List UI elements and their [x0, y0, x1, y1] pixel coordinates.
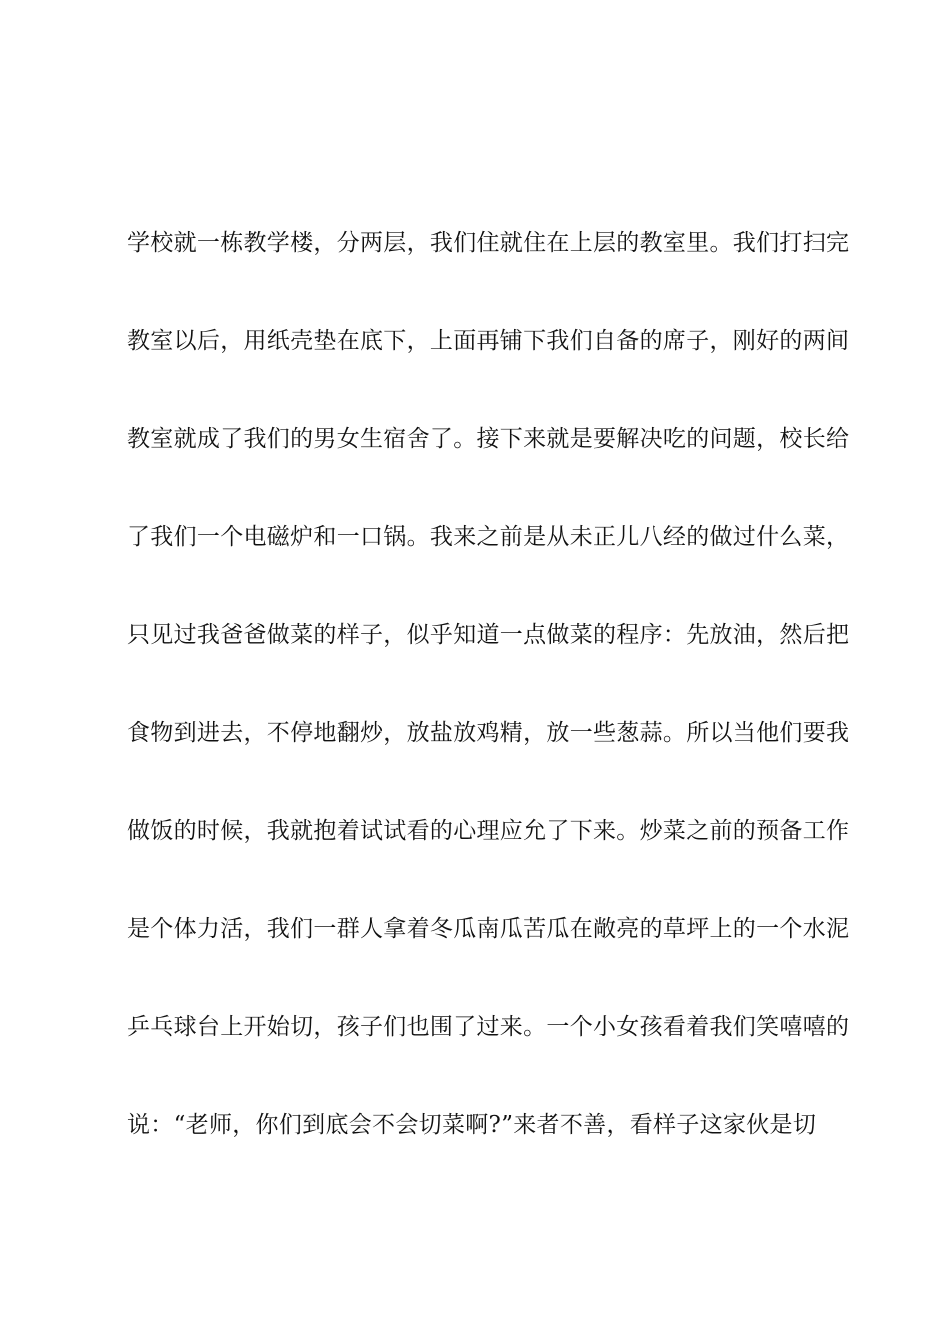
text-line-8: 是个体力活，我们一群人拿着冬瓜南瓜苦瓜在敞亮的草坪上的一个水泥	[127, 916, 850, 942]
text-line-3: 教室就成了我们的男女生宿舍了。接下来就是要解决吃的问题，校长给	[127, 426, 850, 452]
text-line-7: 做饭的时候，我就抱着试试看的心理应允了下来。炒菜之前的预备工作	[127, 818, 850, 844]
text-line-9: 乒乓球台上开始切，孩子们也围了过来。一个小女孩看着我们笑嘻嘻的	[127, 1014, 850, 1040]
text-line-2: 教室以后，用纸壳垫在底下，上面再铺下我们自备的席子，刚好的两间	[127, 328, 850, 354]
text-line-6: 食物到进去，不停地翻炒，放盐放鸡精，放一些葱蒜。所以当他们要我	[127, 720, 850, 746]
text-line-1: 学校就一栋教学楼，分两层，我们住就住在上层的教室里。我们打扫完	[127, 230, 850, 256]
text-line-5: 只见过我爸爸做菜的样子，似乎知道一点做菜的程序：先放油，然后把	[127, 622, 850, 648]
text-line-4: 了我们一个电磁炉和一口锅。我来之前是从未正儿八经的做过什么菜，	[127, 524, 850, 550]
body-text	[127, 224, 850, 1204]
text-line-10: 说：“老师，你们到底会不会切菜啊?”来者不善，看样子这家伙是切	[127, 1112, 817, 1138]
